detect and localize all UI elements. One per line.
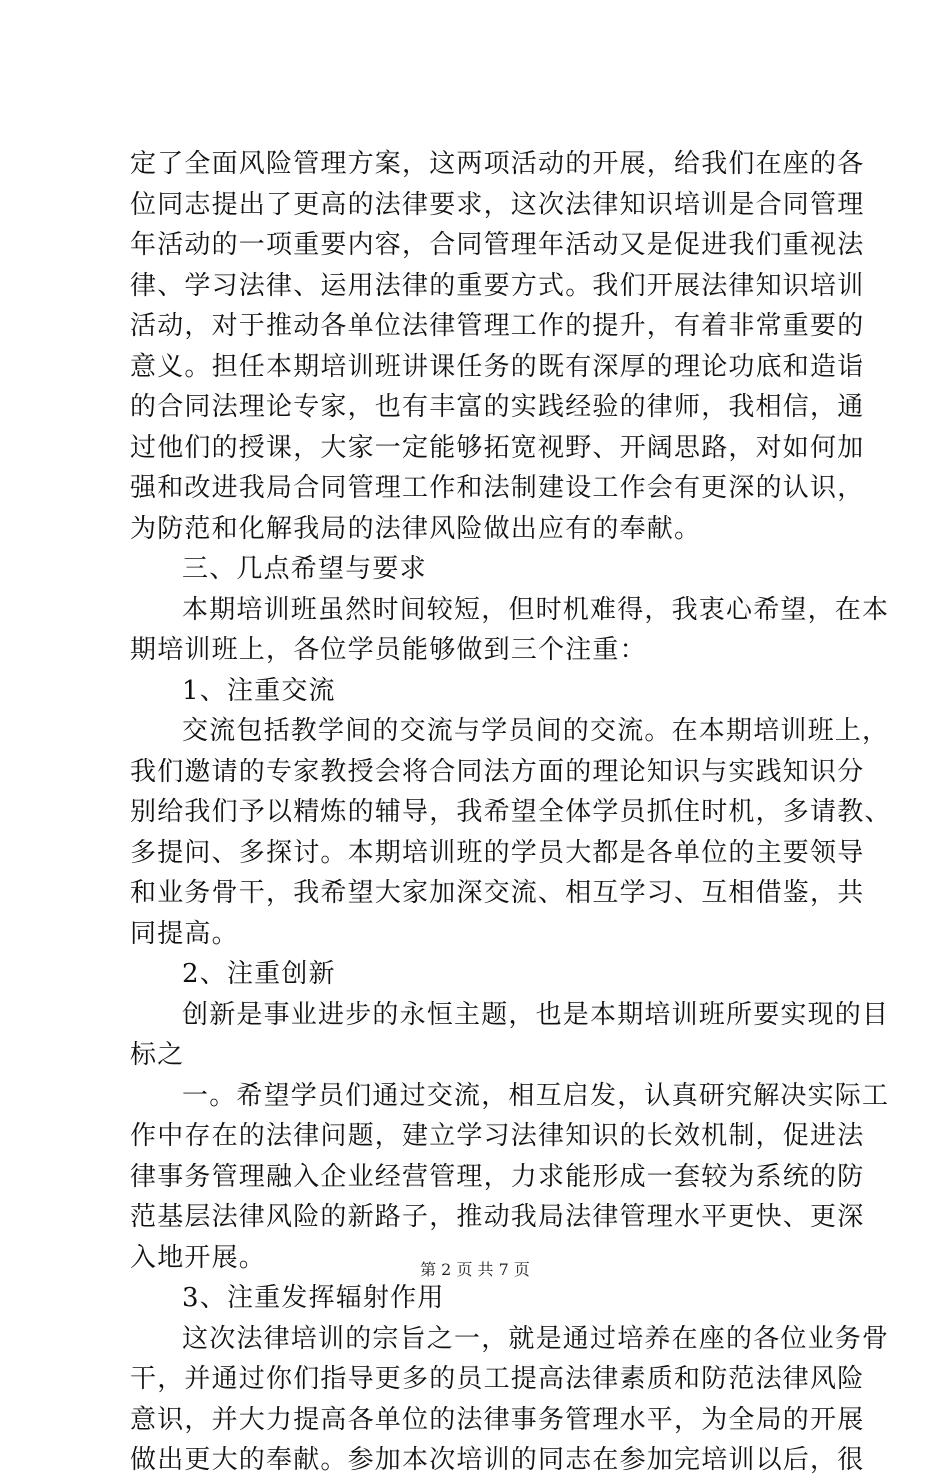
text-line: 多提问、多探讨。本期培训班的学员大都是各单位的主要领导 (130, 837, 865, 868)
text-line: 范基层法律风险的新路子，推动我局法律管理水平更快、更深 (130, 1202, 865, 1232)
body-text (130, 144, 892, 1481)
text-line: 意义。担任本期培训班讲课任务的既有深厚的理论功底和造诣 (130, 351, 865, 382)
page-footer (0, 1260, 950, 1280)
text-line: 年活动的一项重要内容，合同管理年活动又是促进我们重视法 (130, 230, 865, 260)
text-line: 位同志提出了更高的法律要求，这次法律知识培训是合同管理 (130, 189, 865, 220)
page-number: 第 2 页 共 7 页 (420, 1260, 530, 1279)
text-line: 强和改进我局合同管理工作和法制建设工作会有更深的认识， (130, 473, 865, 503)
text-line: 意识，并大力提高各单位的法律事务管理水平，为全局的开展 (130, 1404, 865, 1435)
text-line: 标之 (130, 1040, 185, 1070)
text-line: 做出更大的奉献。参加本次培训的同志在参加完培训以后，很 (130, 1445, 865, 1475)
text-line: 本期培训班虽然时间较短，但时机难得，我衷心希望，在本 (182, 594, 890, 625)
text-line: 我们邀请的专家教授会将合同法方面的理论知识与实践知识分 (130, 756, 865, 787)
text-line: 交流包括教学间的交流与学员间的交流。在本期培训班上， (182, 716, 890, 746)
text-line: 的合同法理论专家，也有丰富的实践经验的律师，我相信，通 (130, 392, 865, 422)
text-line: 这次法律培训的宗旨之一，就是通过培养在座的各位业务骨 (182, 1323, 890, 1354)
text-line: 作中存在的法律问题，建立学习法律知识的长效机制，促进法 (130, 1121, 865, 1151)
text-line: 律、学习法律、运用法律的重要方式。我们开展法律知识培训 (130, 270, 865, 301)
subsection-heading: 2、注重创新 (182, 959, 336, 989)
text-line: 一。希望学员们通过交流，相互启发，认真研究解决实际工 (182, 1080, 890, 1111)
text-line: 同提高。 (130, 918, 239, 949)
text-line: 和业务骨干，我希望大家加深交流、相互学习、互相借鉴，共 (130, 878, 865, 908)
text-line: 期培训班上，各位学员能够做到三个注重： (130, 635, 647, 665)
subsection-heading: 1、注重交流 (182, 675, 336, 706)
text-line: 别给我们予以精炼的辅导，我希望全体学员抓住时机，多请教、 (130, 797, 892, 827)
text-line: 创新是事业进步的永恒主题，也是本期培训班所要实现的目 (182, 999, 890, 1030)
text-line: 活动，对于推动各单位法律管理工作的提升，有着非常重要的 (130, 311, 865, 341)
text-line: 为防范和化解我局的法律风险做出应有的奉献。 (130, 513, 702, 544)
text-line: 律事务管理融入企业经营管理，力求能形成一套较为系统的防 (130, 1161, 865, 1192)
section-heading: 三、几点希望与要求 (182, 554, 427, 584)
text-line: 过他们的授课，大家一定能够拓宽视野、开阔思路，对如何加 (130, 432, 865, 463)
text-line: 定了全面风险管理方案，这两项活动的开展，给我们在座的各 (130, 149, 865, 179)
subsection-heading: 3、注重发挥辐射作用 (182, 1283, 445, 1313)
text-line: 入地开展。 (130, 1242, 267, 1273)
text-line: 干，并通过你们指导更多的员工提高法律素质和防范法律风险 (130, 1364, 865, 1394)
